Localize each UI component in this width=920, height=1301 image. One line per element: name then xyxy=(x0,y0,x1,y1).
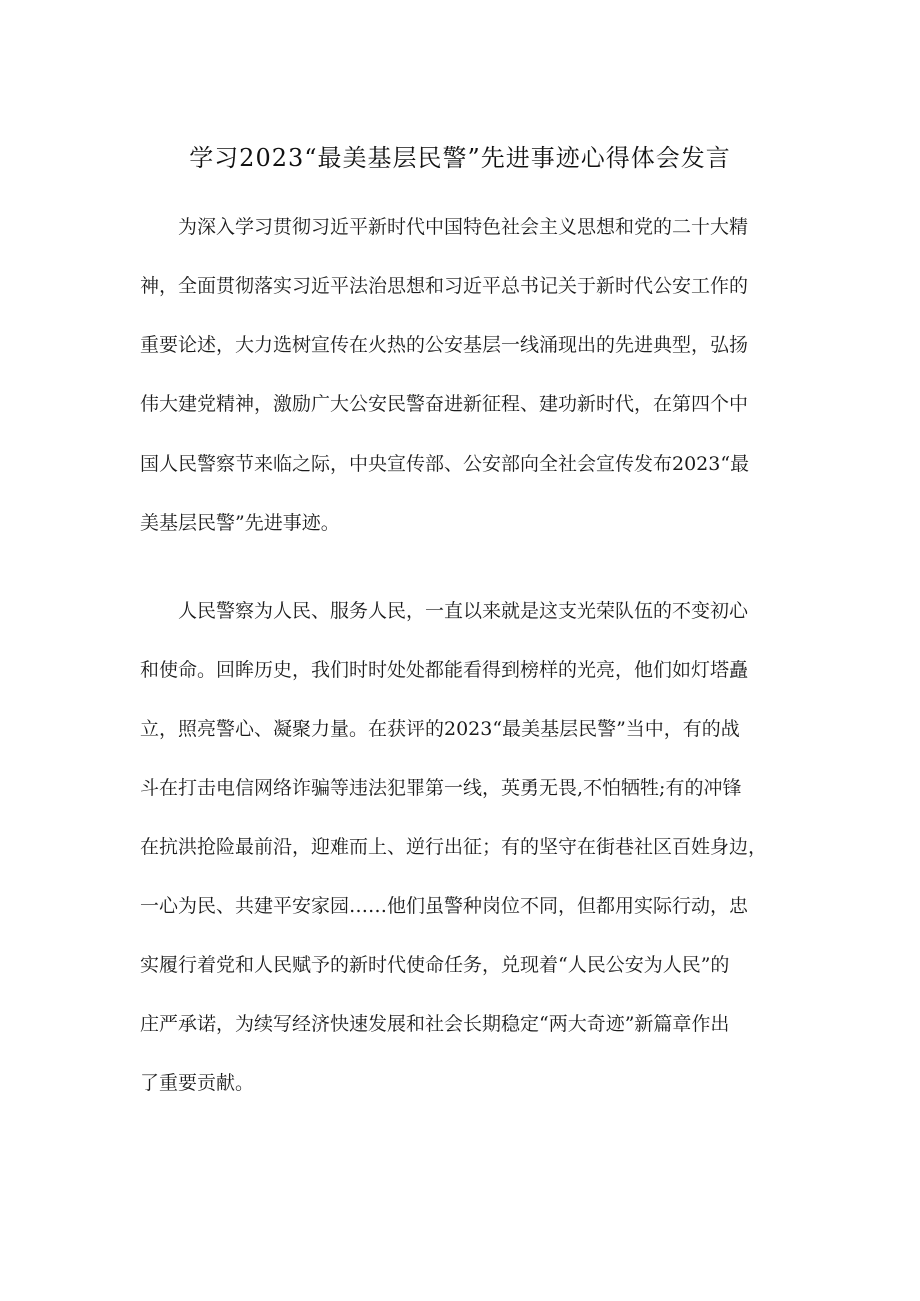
paragraph-line: 和使命。回眸历史，我们时时处处都能看得到榜样的光亮，他们如灯塔矗 xyxy=(140,659,749,681)
paragraph-line: 人民警察为人民、服务人民，一直以来就是这支光荣队伍的不变初心 xyxy=(178,600,749,622)
paragraph-line: 一心为民、共建平安家园……他们虽警种岗位不同，但都用实际行动，忠 xyxy=(140,895,749,917)
paragraph-line: 为深入学习贯彻习近平新时代中国特色社会主义思想和党的二十大精 xyxy=(178,216,749,238)
paragraph-line: 国人民警察节来临之际，中央宣传部、公安部向全社会宣传发布2023“最 xyxy=(140,453,750,475)
paragraph-line: 实履行着党和人民赋予的新时代使命任务，兑现着“人民公安为人民”的 xyxy=(140,954,730,976)
paragraph-line: 斗在打击电信网络诈骗等违法犯罪第一线，英勇无畏,不怕牺牲;有的冲锋 xyxy=(140,777,742,799)
paragraph-line: 伟大建党精神，激励广大公安民警奋进新征程、建功新时代，在第四个中 xyxy=(140,393,749,415)
paragraph-line: 神，全面贯彻落实习近平法治思想和习近平总书记关于新时代公安工作的 xyxy=(140,275,749,297)
paragraph-line: 重要论述，大力选树宣传在火热的公安基层一线涌现出的先进典型，弘扬 xyxy=(140,334,749,356)
paragraph-line: 立，照亮警心、凝聚力量。在获评的2023“最美基层民警”当中，有的战 xyxy=(140,718,740,740)
paragraph-line: 在抗洪抢险最前沿，迎难而上、逆行出征；有的坚守在街巷社区百姓身边， xyxy=(140,836,768,858)
paragraph-line: 美基层民警”先进事迹。 xyxy=(140,512,340,534)
paragraph-line: 了重要贡献。 xyxy=(140,1072,255,1094)
document-title: 学习2023“最美基层民警”先进事迹心得体会发言 xyxy=(189,144,731,172)
paragraph-line: 庄严承诺，为续写经济快速发展和社会长期稳定“两大奇迹”新篇章作出 xyxy=(140,1013,730,1035)
